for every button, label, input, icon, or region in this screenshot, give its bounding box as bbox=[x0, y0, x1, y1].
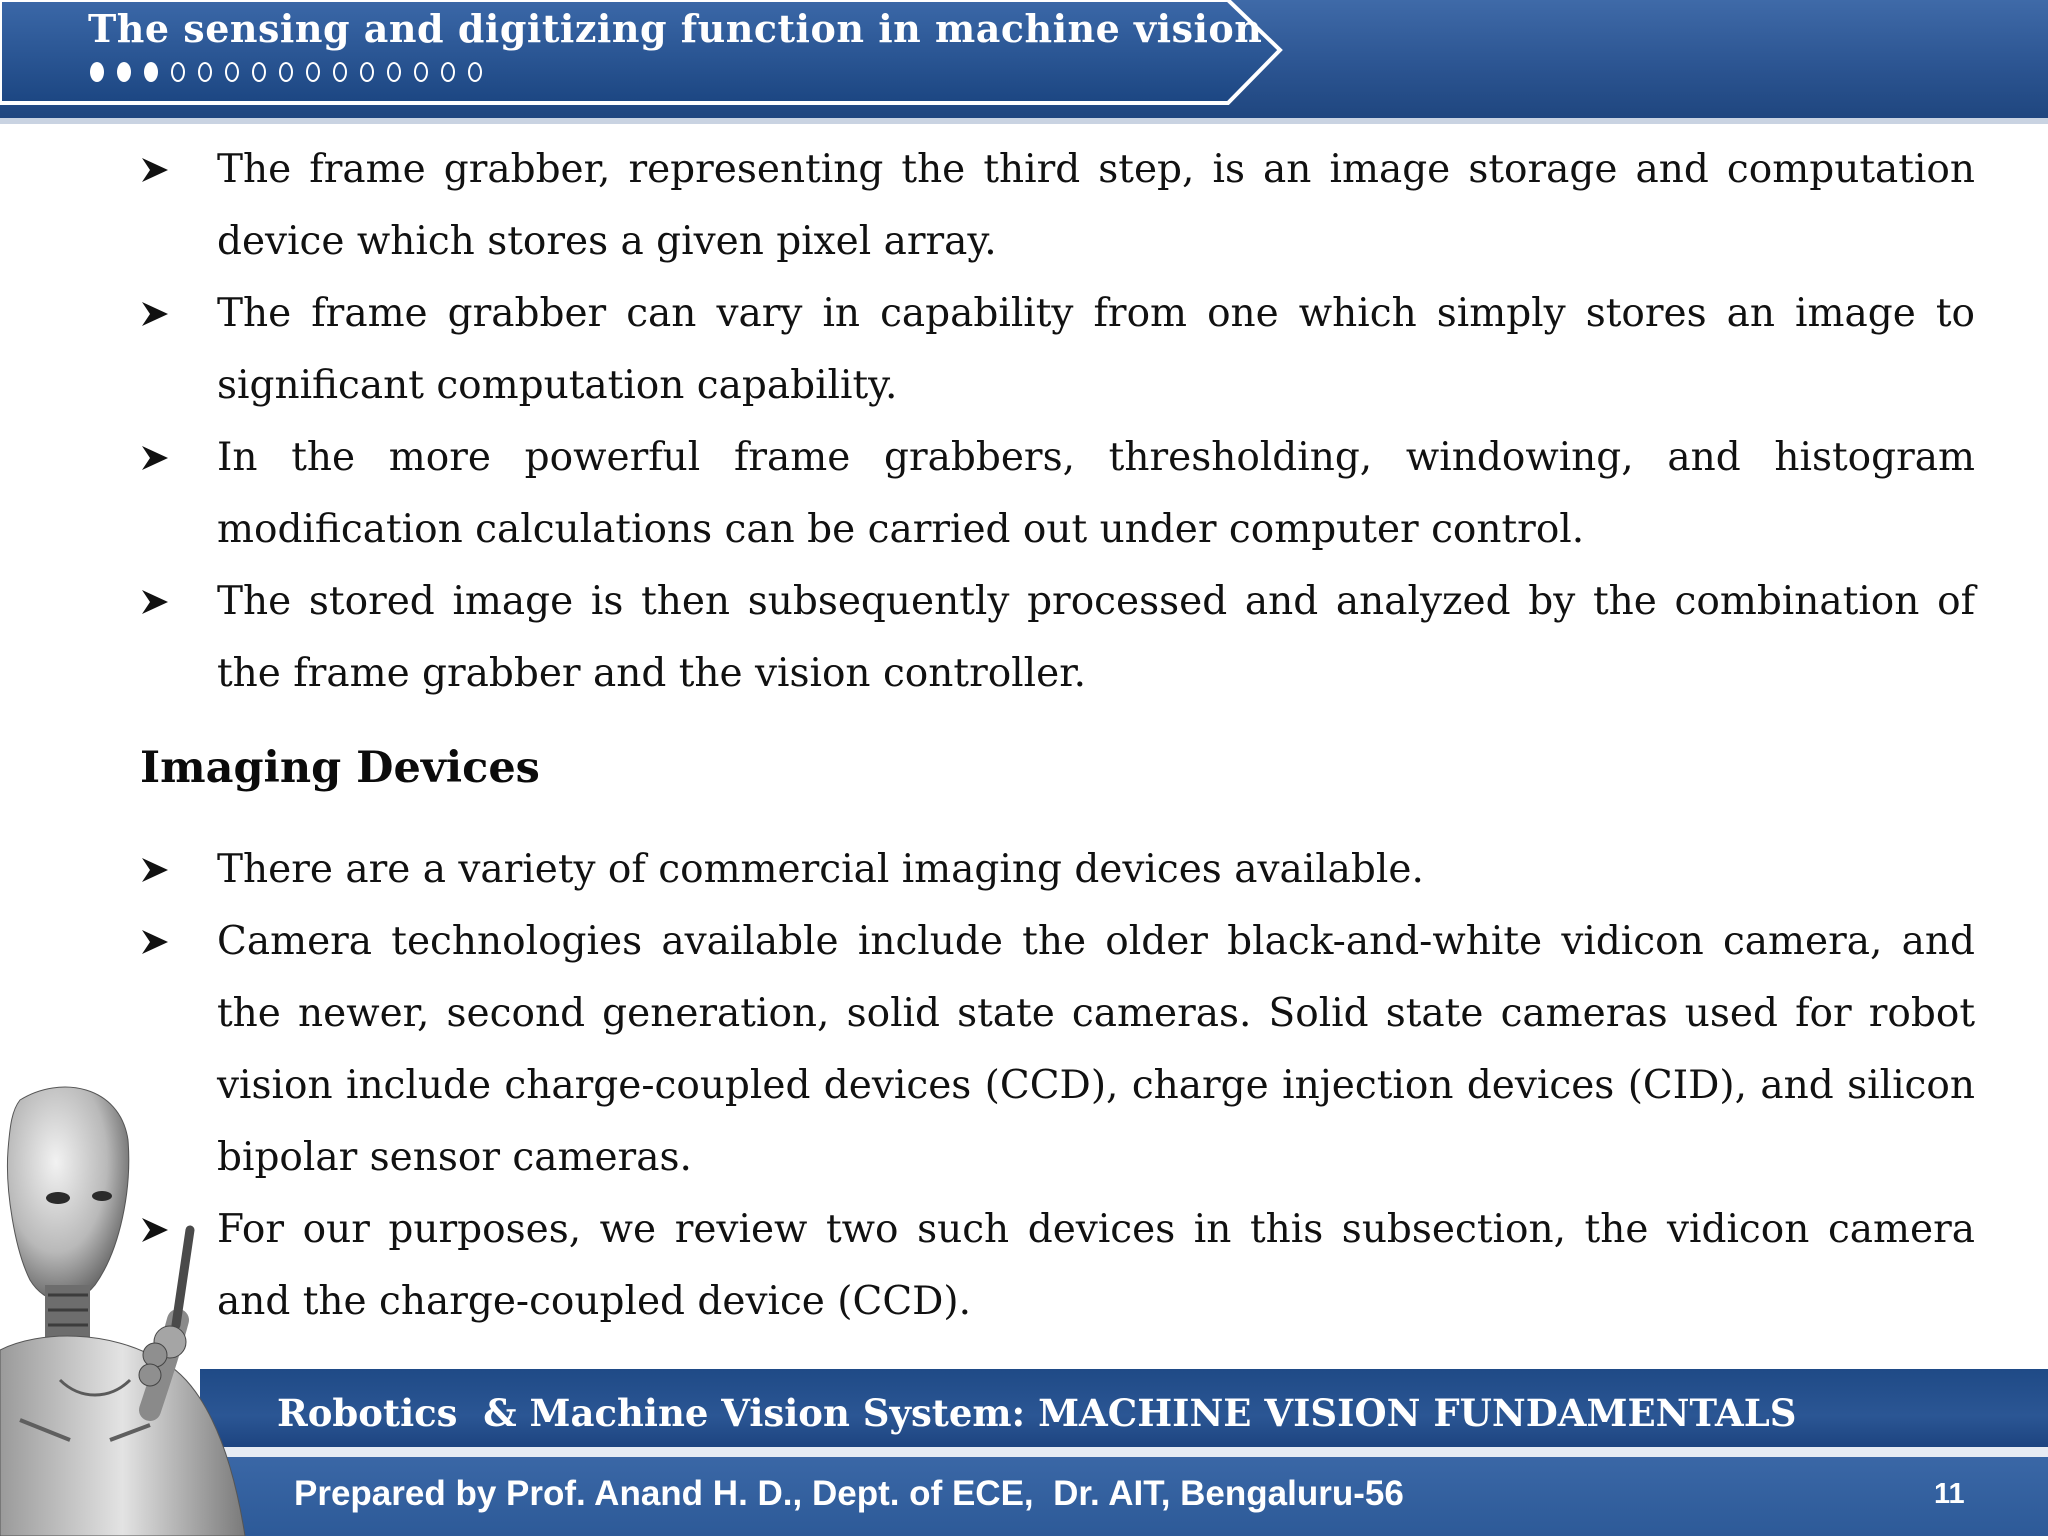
progress-dot-empty bbox=[441, 62, 455, 82]
progress-dot-empty bbox=[414, 62, 428, 82]
progress-dot-filled bbox=[144, 62, 158, 82]
arrowhead-bullet-icon bbox=[140, 834, 176, 906]
progress-dot-empty bbox=[198, 62, 212, 82]
bullet-item: Camera technologies available include the older black-and-white vidicon camera, and the newer, second generation, solid state cameras. Solid state cameras used for robot vision include charge-coupled devices (CCD), charge injection devices (CID), and silicon bipolar sensor cameras. bbox=[140, 906, 1975, 1194]
arrowhead-bullet-icon bbox=[140, 278, 176, 350]
progress-dot-empty bbox=[279, 62, 293, 82]
progress-dot-filled bbox=[117, 62, 131, 82]
bullet-list-frame-grabber bbox=[140, 134, 1975, 710]
progress-dot-empty bbox=[387, 62, 401, 82]
progress-dot-filled bbox=[90, 62, 104, 82]
bullet-item: For our purposes, we review two such devices in this subsection, the vidicon camera and the charge-coupled device (CCD). bbox=[140, 1194, 1975, 1338]
page-number: 11 bbox=[1934, 1478, 1965, 1510]
prepared-by-credit: Prepared by Prof. Anand H. D., Dept. of ECE, Dr. AIT, Bengaluru-56 bbox=[294, 1474, 1404, 1513]
arrowhead-bullet-icon bbox=[140, 906, 176, 978]
slide-title: The sensing and digitizing function in machine vision bbox=[88, 6, 1263, 51]
bullet-list-imaging-devices bbox=[140, 834, 1975, 1338]
footer-divider bbox=[200, 1447, 2048, 1457]
section-heading: Imaging Devices bbox=[140, 743, 540, 793]
bullet-item: The frame grabber, representing the third step, is an image storage and computation device which stores a given pixel array. bbox=[140, 134, 1975, 278]
slide-progress-dots bbox=[90, 62, 482, 82]
arrowhead-bullet-icon bbox=[140, 134, 176, 206]
progress-dot-empty bbox=[333, 62, 347, 82]
progress-dot-empty bbox=[360, 62, 374, 82]
progress-dot-empty bbox=[468, 62, 482, 82]
bullet-item: There are a variety of commercial imaging devices available. bbox=[140, 834, 1975, 906]
progress-dot-empty bbox=[225, 62, 239, 82]
arrowhead-bullet-icon bbox=[140, 422, 176, 494]
arrowhead-bullet-icon bbox=[140, 566, 176, 638]
bullet-item: The frame grabber can vary in capability from one which simply stores an image to significant computation capability. bbox=[140, 278, 1975, 422]
progress-dot-empty bbox=[252, 62, 266, 82]
bullet-item: In the more powerful frame grabbers, thresholding, windowing, and histogram modification calculations can be carried out under computer control. bbox=[140, 422, 1975, 566]
progress-dot-empty bbox=[306, 62, 320, 82]
progress-dot-empty bbox=[171, 62, 185, 82]
course-title: Robotics & Machine Vision System: MACHINE VISION FUNDAMENTALS bbox=[277, 1391, 1797, 1435]
bullet-item: The stored image is then subsequently processed and analyzed by the combination of the frame grabber and the vision controller. bbox=[140, 566, 1975, 710]
robot-illustration bbox=[0, 1080, 260, 1536]
